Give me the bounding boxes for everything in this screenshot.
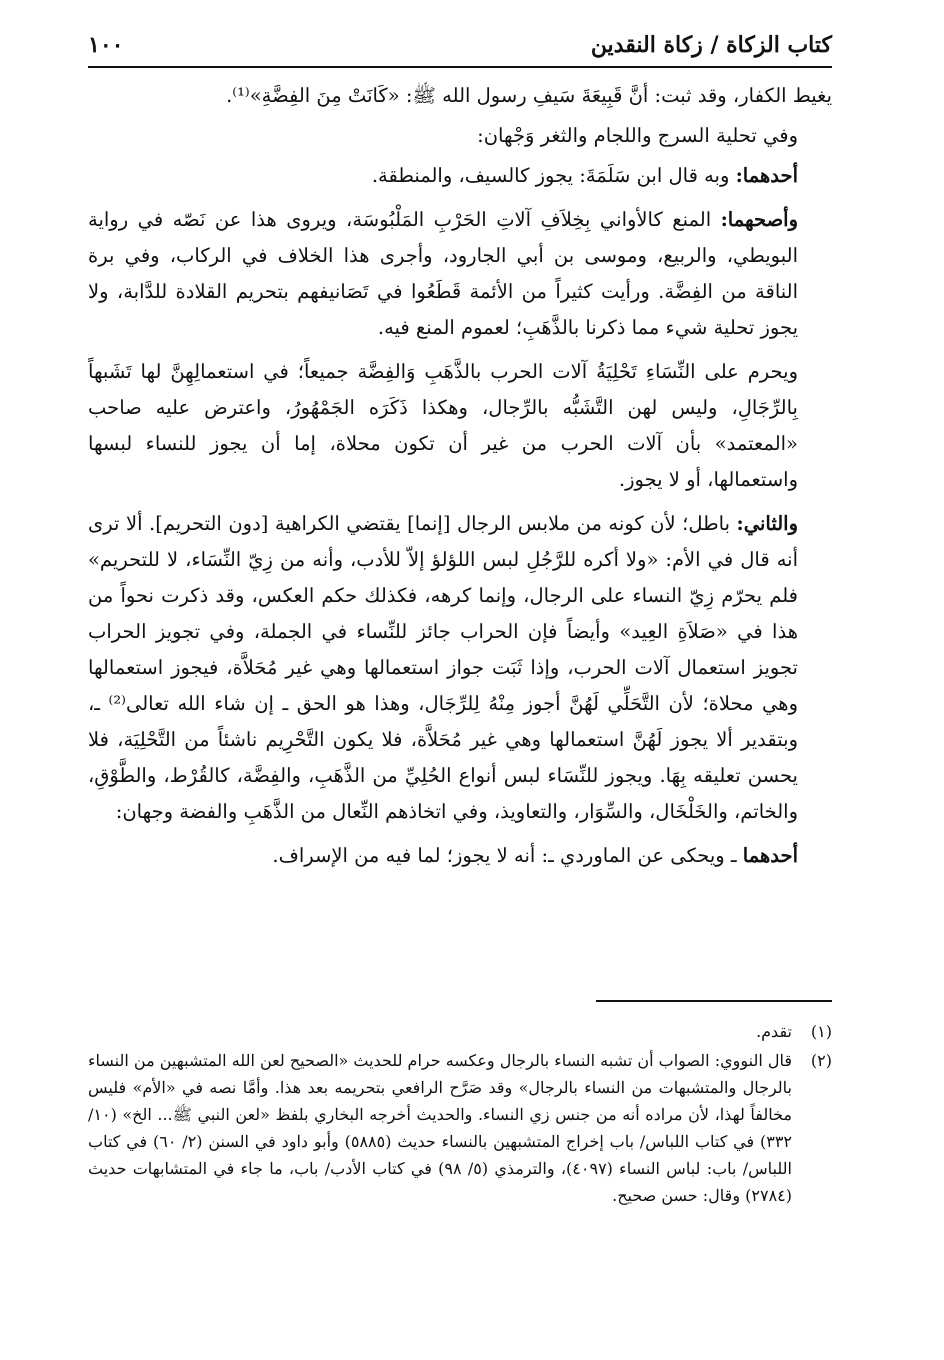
paragraph-text: يغيط الكفار، وقد ثبت: أنَّ قَبِيعَةَ سَيفِ رسول الله ﷺ: «كَانَتْ مِنَ الفِضَّةِ»⁽¹⁾. (226, 84, 832, 107)
footnotes (88, 1018, 832, 1211)
paragraph-lead: والثاني: (736, 512, 798, 535)
paragraph (88, 78, 832, 114)
paragraph (88, 158, 832, 194)
paragraph (88, 354, 832, 498)
footnote (88, 1047, 832, 1209)
running-title: كتاب الزكاة / زكاة النقدين (590, 32, 832, 58)
paragraph-lead: وأصحهما: (720, 208, 798, 231)
footnote (88, 1018, 832, 1045)
page-number: ١٠٠ (88, 32, 124, 58)
main-text (88, 78, 832, 874)
paragraph (88, 202, 832, 346)
paragraph-lead: أحدهما: (735, 164, 798, 187)
footnote-number: (١) (810, 1022, 832, 1041)
page-header (88, 28, 832, 68)
footnote-text: قال النووي: الصواب أن تشبه النساء بالرجال وعكسه حرام للحديث «الصحيح لعن الله المتشبهين من النساء بالرجال والمتشبهات من النساء بالرجال» وقد صَرَّح الرافعي بتحريمه بعد هذا. وأمَّا نصه في «الأم» فليس مخالفاً لهذا، لأن مراده أنه من جنس زي النساء. والحديث أخرجه البخاري بلفظ «لعن النبي ﷺ... الخ» (١٠/ ٣٣٢) في كتاب اللباس/ باب إخراج المتشبهين بالنساء حديث (٥٨٨٥) وأبو داود في السنن (٢/ ٦٠) في كتاب اللباس/ باب: لباس النساء (٤٠٩٧)، والترمذي (٥/ ٩٨) في كتاب الأدب/ باب، ما جاء في المتشابهات حديث (٢٧٨٤) وقال: حسن صحيح. (87, 1051, 792, 1205)
paragraph-text: وفي تحلية السرج واللجام والثغر وَجْهان: (477, 124, 798, 147)
book-page (88, 28, 832, 1328)
paragraph (88, 506, 832, 830)
paragraph (88, 118, 832, 154)
paragraph-text: باطل؛ لأن كونه من ملابس الرجال [إنما] يقتضي الكراهية [دون التحريم]. ألا ترى أنه قال في الأم: «ولا أكره للرَّجُلِ لبس اللؤلؤ إلاّ للأدب، وأنه من زِيّ النِّسَاء، لا للتحريم» فلم يحرّم زِيّ النساء على الرجال، وإنما كرهه، فكذلك حكم العكس، وقد ذكرت نحواً من هذا في «صَلاَةِ العِيد» وأيضاً فإن الحراب جائز للنِّساء في الجملة، وفي تجويز الحراب تجويز استعمال آلات الحرب، وإذا ثَبَت جواز استعمالها وهي غير مُحَلاَّة، فيجوز استعمالها وهي محلاة؛ لأن التَّحَلِّي لَهُنَّ أجوز مِنْهُ لِلرِّجَال، وهذا هو الحق ـ إن شاء الله تعالى⁽²⁾ ـ، وبتقدير ألا يجوز لَهُنَّ استعمالها وهي غير مُحَلاَّة، فلا يكون التَّحْرِيم ناشئاً من التَّحْلِيَة، فلا يحسن تعليقه بِهَا. ويجوز للنِّسَاء لبس أنواع الحُلِيِّ من الذَّهَبِ، والفِضَّة، كالقُرْط، والطَّوْقِ، والخاتم، والخَلْخَال، والسِّوَار، والتعاويذ، وفي اتخاذهم النِّعال من الذَّهَبِ والفضة وجهان: (88, 512, 798, 823)
paragraph-lead: أحدهما (742, 844, 798, 867)
paragraph-text: ويحرم على النِّسَاءِ تَحْلِيَةُ آلات الحرب بالذَّهَبِ وَالفِضَّة جميعاً؛ في استعمالِهِنَّ لها تَشَبهاً بِالرِّجَالِ، وليس لهن التَّشَبُّه بالرِّجال، وهكذا ذَكَرَه الجَمْهُورُ، واعترض عليه صاحب «المعتمد» بأن آلات الحرب من غير أن تكون محلاة، إما أن يجوز للنساء لبسها واستعمالها، أو لا يجوز. (88, 360, 798, 491)
footnote-number: (٢) (810, 1051, 832, 1070)
paragraph-text: المنع كالأواني بِخِلاَفِ آلاتِ الحَرْبِ المَلْبُوسَة، ويروى هذا عن نَصّه في رواية البويطي، والربيع، وموسى بن أبي الجارود، وأجرى هذا الخلاف في الركاب، وفي برة الناقة من الفِضَّة. ورأيت كثيراً من الأئمة قَطَعُوا في تَصَانيفهم بتحريم القلادة للدَّابة، ولا يجوز تحلية شيء مما ذكرنا بالذَّهَبِ؛ لعموم المنع فيه. (88, 208, 798, 339)
paragraph-text: وبه قال ابن سَلَمَةَ: يجوز كالسيف، والمنطقة. (371, 164, 736, 187)
paragraph (88, 838, 832, 874)
paragraph-text: ـ ويحكى عن الماوردي ـ: أنه لا يجوز؛ لما فيه من الإسراف. (272, 844, 743, 867)
footnote-divider (596, 1000, 832, 1002)
footnote-text: تقدم. (756, 1022, 792, 1041)
